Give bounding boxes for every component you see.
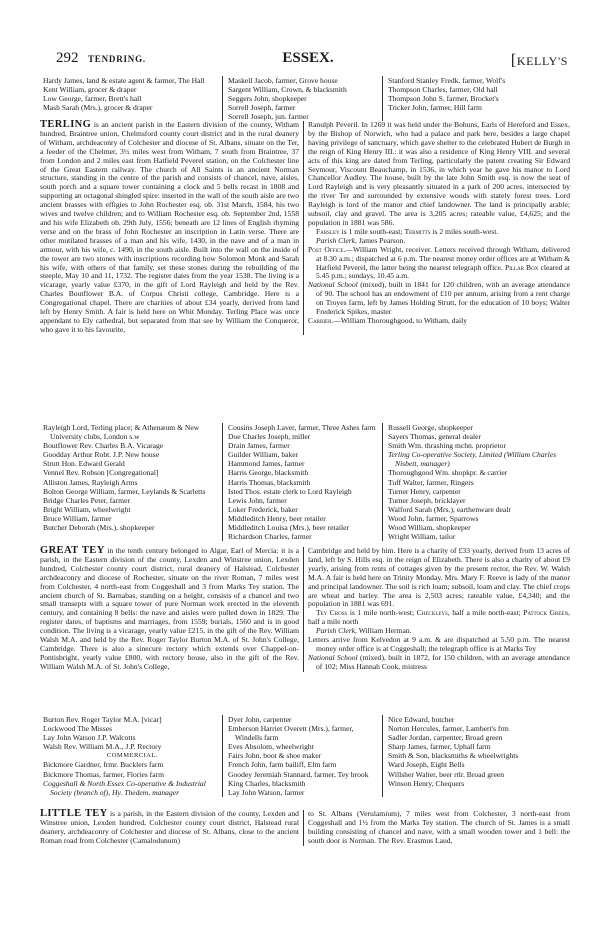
list-item: Sayers Thomas, general dealer (388, 432, 482, 442)
list-item: Fairs John, boot & shoe maker (228, 751, 322, 761)
list-item: Goodey Jeremiah Stannard, farmer, Tey brook (228, 769, 369, 779)
list-column-3 (382, 715, 570, 797)
list-column-3 (382, 76, 570, 121)
list-item: Nice Edward, butcher (388, 715, 455, 724)
list-item: Stanford Stanley Fredk. farmer, Wolf's (388, 76, 506, 85)
list-item: Tricker John, farmer, Hill farm (388, 103, 482, 113)
list-item: Butcher Deborah (Mrs.), shopkeeper (43, 523, 155, 533)
great-tey-left-column: GREAT TEY in the tenth century belonged to Algar, Earl of Mercia: it is a parish, in the Eastern division of the county, Lexden and Winstree union, Lexden hundred, Colchester county court district, rural deanery of Halstead, Colchester archdeaconry and diocese of Rochester, situate on the river Roman, 7 miles west from Colchester, 4 north-east from Coggeshall and 3 from Marks Tey station. The ancient church of St. Barnabas, standing on a height, consists of a chancel and two small transepts with a square tower of pure Norman work erected in the eleventh century, and containing 8 bells: the nave and aisles were pulled down in 1829. The register dates, of baptisms and marriages, from 1559; burials, 1560 and is in good condition. The living is a vicarage, yearly value £215, in the gift of the Rev. William Walsh M.A. and held by the Rev. Roger Taylor Burton M.A. of St. John's College, Cambridge. There is also a sinecure rectory which extends over Chappel-on-Pontisbright, yearly value £800, with rectory house, also in the gift of the Rev. William Walsh M.A. of St. John's College, (40, 545, 299, 671)
list-item: Lay John Watson, farmer (228, 787, 305, 797)
list-item: Harris George, blacksmith (228, 468, 309, 478)
list-column-2 (222, 423, 382, 541)
list-item: Cousins Joseph Laver, farmer, Three Ashes farm (228, 423, 376, 432)
great-tey-heading: GREAT TEY (40, 545, 105, 556)
list-item: Walford Sarah (Mrs.), earthenware dealr (388, 504, 511, 514)
little-tey-description (40, 810, 570, 846)
list-item: Eves Absolom, wheelwright (228, 742, 314, 752)
list-item: Coggeshall & North Essex Co-operative & Industrial Society (branch of), Hy. Thedem, manager (43, 778, 206, 797)
list-column-2 (222, 76, 382, 121)
terling-residents-list (40, 423, 570, 541)
list-item: Sadler Jordan, carpenter, Broad green (388, 733, 503, 743)
list-item: Doe Charles Joseph, miller (228, 432, 311, 442)
list-item: Middleditch Louisa (Mrs.), beer retailer (228, 523, 350, 533)
list-item: Winson Henry, Chequers (388, 778, 465, 788)
list-item: Richardson Charles, farmer (228, 532, 312, 542)
list-column-1 (40, 76, 222, 121)
list-item: Russell George, shopkeeper (388, 423, 473, 432)
list-item: Bright William, wheelwright (43, 504, 131, 514)
list-item: Sargent William, Crown, & blacksmith (228, 85, 347, 95)
list-item: Wood William, shopkeeper (388, 523, 471, 533)
great-tey-right-column: Cambridge and held by him. Here is a charity of £33 yearly, derived from 13 acres of land, left by S. Hills esq. in the reign of Elizabeth. There is also a charity of about £9 yearly, arising from rents of cottages given by the present rector, the Rev. W. Walsh M.A. A fair is held here on Trinity Monday. Mrs. Mary F. Reeve is lady of the manor and principal landowner. The soil is rich loam; subsoil, loam and clay. The chief crops are wheat and barley. The area is 2,503 acres; rateable value, £4,340; and the population in 1881 was 691. Tey Cross is 1 mile north-west; Checkleys, half a mile north-east; Pattock Green, half a mile north Parish Clerk, William Herman. Letters arrive from Kelvedon at 9 a.m. & are dispatched at 5.50 p.m. The nearest money order office is at Coggeshall; the telegraph office is at Marks Tey National School (mixed), built in 1872, for 150 children, with an average attendance of 102; Miss Hannah Cook, mistress (303, 547, 570, 672)
list-item: Boutflower Rev. Charles B.A. Vicarage (43, 441, 164, 451)
list-item: Thompson John S. farmer, Brocket's (388, 94, 499, 104)
list-item: Mash Sarah (Mrs.), grocer & draper (43, 103, 153, 113)
list-item: Vennel Rev. Robson [Congregational] (43, 468, 159, 478)
little-tey-heading: LITTLE TEY (40, 808, 108, 819)
list-item: Sorrell Joseph, farmer (228, 103, 296, 113)
terling-heading: TERLING (40, 119, 92, 130)
list-item: Rayleigh Lord, Terling place; & Athenæum & New University clubs, London s.w (43, 423, 200, 442)
list-item: Harris Thomas, blacksmith (228, 477, 311, 487)
terling-description (40, 121, 570, 335)
commercial-heading: COMMERCIAL. (106, 752, 159, 760)
list-item: Sorrell Joseph, jun. farmer (228, 112, 309, 122)
list-item: Emberson Harriet Overett (Mrs.), farmer, Windells farm (228, 724, 354, 743)
publisher-mark: [KELLY'S (510, 52, 568, 69)
list-item: Alliston James, Rayleigh Arms (43, 477, 138, 487)
list-item: Seggers John, shopkeeper (228, 94, 307, 104)
list-item: Bickmore Gardner, frmr. Bucklers farm (43, 760, 164, 770)
list-item: French John, farm bailiff, Elm farm (228, 760, 337, 770)
tendring-residents-list (40, 76, 570, 121)
list-item: Ward Joseph, Eight Bells (388, 760, 465, 770)
list-item: Wright William, tailor (388, 532, 456, 542)
little-tey-left-column: LITTLE TEY is a parish, in the Eastern division of the county, Lexden and Winstree union, Lexden hundred, Colchester county court district, Halstead rural deanery, archdeaconry of Colchester and diocese of St. Albans, close to the ancient Roman road from Colchester (Camalodunum) (40, 808, 299, 845)
section-title: TENDRING. (88, 54, 146, 64)
list-item: Bruce William, farmer (43, 513, 112, 523)
list-item: Smith & Son, blacksmiths & wheelwrights (388, 751, 519, 761)
list-item: Smith Wm. thrashing mchn. proprietor (388, 441, 506, 451)
list-item: Low George, farmer, Brett's hall (43, 94, 142, 104)
great-tey-residents-list (40, 715, 570, 797)
list-item: Hardy James, land & estate agent & farmer, The Hall (43, 76, 205, 85)
list-item: Thoroughgood Wm. shopkpr. & carrier (388, 468, 508, 478)
terling-right-column: Ranulph Peveril. In 1269 it was held under the Bohuns, Earls of Hereford and Essex, by the Bishop of Norwich, who had a palace and park here, besides a large chapel having privilege of sanctuary, which gave shelter to the celebrated Hubert de Burgh in the reign of King Henry III.: it was also a residence of King Henry VIII. and several acts of this king are dated from Terling, particularly the patent creating Sir Edward Seymour, Viscount Beauchamp, in 1536, in which year he gave his manor to Lord Chancellor Audley. The house, built by the late John Smith esq. is now the seat of Lord Rayleigh and is very pleasantly situated in a park of 200 acres, intersected by the river Ter and surrounded by extensive woods with stately forest trees. Lord Rayleigh is lord of the manor and chief landowner. The land is principally arable; subsoil, clay and gravel. The area is 3,205 acres; rateable value, £4,625; and the population in 1881 was 586. Farsley is 1 mile south-east; Termitts is 2 miles south-west. Parish Clerk, James Pearson. Post Office.—William Wright, receiver. Letters received through Witham, delivered at 8.30 a.m.; dispatched at 6 p.m. The nearest money order offices are at Witham & Hatfield Peverel, the latter being the nearest telegraph office. Pillar Box cleared at 5.45 p.m.; sundays, 10.45 a.m. National School (mixed), built in 1841 for 120 children, with an average attendance of 90. The school has an endowment of £10 per annum, arising from a rent charge on Troyes farm, left by James Holding Strutt, for the education of 10 boys; Walter Frederick Spikes, master Carrier.—William Thoroughgood, to Witham, daily (303, 121, 570, 335)
list-item: Thompson Charles, farmer, Old hall (388, 85, 498, 95)
list-column-3 (382, 423, 570, 541)
page-header (48, 50, 568, 70)
list-item: Lockwood The Misses (43, 724, 113, 734)
page-number: 292 (56, 50, 79, 66)
list-item: Walsh Rev. William M.A., J.P. Rectory (43, 742, 162, 752)
list-item: Wood John, farmer, Sparrows (388, 513, 479, 523)
list-item: Terling Co-operative Society, Limited (William Charles Nisbett, manager) (388, 450, 557, 469)
list-item: Bickmore Thomas, farmer, Flories farm (43, 769, 165, 779)
list-column-2 (222, 715, 382, 797)
list-item: Burton Rev. Roger Taylor M.A. [vicar] (43, 715, 162, 724)
list-item: Hammond James, farmer (228, 459, 305, 469)
list-item: Strutt Hon. Edward Gerald (43, 459, 125, 469)
list-item: King Charles, blacksmith (228, 778, 306, 788)
list-item: Norton Hercules, farmer, Lambert's frm (388, 724, 509, 734)
list-item: Turner Joseph, bricklayer (388, 495, 466, 505)
list-item: Lewis John, farmer (228, 495, 287, 505)
list-column-1 (40, 423, 222, 541)
list-item: Tuff Walter, farmer, Ringers (388, 477, 474, 487)
great-tey-description (40, 547, 570, 672)
terling-left-column: TERLING is an ancient parish in the Eastern division of the county, Witham hundred, Braintree union, Chelmsford county court district and in the rural deanery of Witham, archdeaconry of Colchester and diocese of St. Albans, situate on the Ter, a feeder of the Chelmer, 3½ miles west from Witham, 7 south from Braintree, 37 from London and 2 miles east from Hatfield Peverel station, on the Colchester line of the Great Eastern railway. The church of All Saints is an ancient Norman structure, standing in the centre of the parish and consists of chancel, nave, aisles, south porch and a square tower containing a clock and 5 bells recast in 1808 and supporting an octagonal shingled spire: inserted in the wall of the south aisle are two ancient brasses with effigies to John Rochester esq. ob. 31st March, 1584, his two wives and twelve children; and to William Rochester esq. ob. September 2nd, 1558 and his wife Elizabeth ob. 29th July, 1556; beneath are 12 lines of English rhyming verse and on the brass of John Rochester an inscription in Latin verse. There are other mutilated brasses of a man and his wife, 1430, in the nave and of a man in armour, with his wife, c. 1490, in the south aisle. Built into the wall on the inside of the tower are two stones with inscriptions recording how Solomon Monk and Sarah his wife, with others of that family, set these stones during the rebuilding of the steeple, May 10 and 11, 1732. The register dates from the year 1538. The living is a vicarage, yearly value £370, in the gift of Lord Rayleigh and held by the Rev. Charles Boutflower B.A. of Corpus Christi college, Cambridge. Here is a Congregational chapel. There are charities of about £34 yearly, derived from land left by Henry Smith. A fair is held here on Whit Monday. Terling Place was once appendant to Ely cathedral, but separated from that see by William the Conqueror, who gave it to his favourite, (40, 119, 299, 334)
list-item: Middleditch Henry, beer retailer (228, 513, 326, 523)
list-item: Maskell Jacob, farmer, Grove house (228, 76, 338, 85)
list-item: Turner Henry, carpenter (388, 486, 461, 496)
list-item: Goodday Arthur Robt. J.P. New house (43, 450, 160, 460)
list-column-1 (40, 715, 222, 797)
list-item: Dyer John, carpenter (228, 715, 292, 724)
list-item: Bolton George William, farmer, Leylands & Scarletts (43, 486, 206, 496)
list-item: Bridge Charles Peter, farmer (43, 495, 130, 505)
county-title: ESSEX. (282, 50, 334, 66)
list-item: Kent William, grocer & draper (43, 85, 137, 95)
list-item: Drain James, farmer (228, 441, 290, 451)
list-item: Guilder William, baker (228, 450, 299, 460)
list-item: Willsher Walter, beer rtlr. Broad green (388, 769, 505, 779)
list-item: Sharp James, farmer, Uphall farm (388, 742, 491, 752)
list-item: Lay John Watson J.P. Walcotts (43, 733, 136, 743)
little-tey-right-column: to St. Albans (Verulamium), 7 miles west from Colchester, 3 north-east from Coggeshall and 1½ from the Marks Tey station. The church of St. James is a small building consisting of chancel and nave, with a small wooden tower and 1 bell: the south door is Norman. The Rev. Erasmus Laud, (303, 810, 570, 846)
list-item: Loker Frederick, baker (228, 504, 298, 514)
list-item: Isted Thos. estate clerk to Lord Rayleigh (228, 486, 352, 496)
